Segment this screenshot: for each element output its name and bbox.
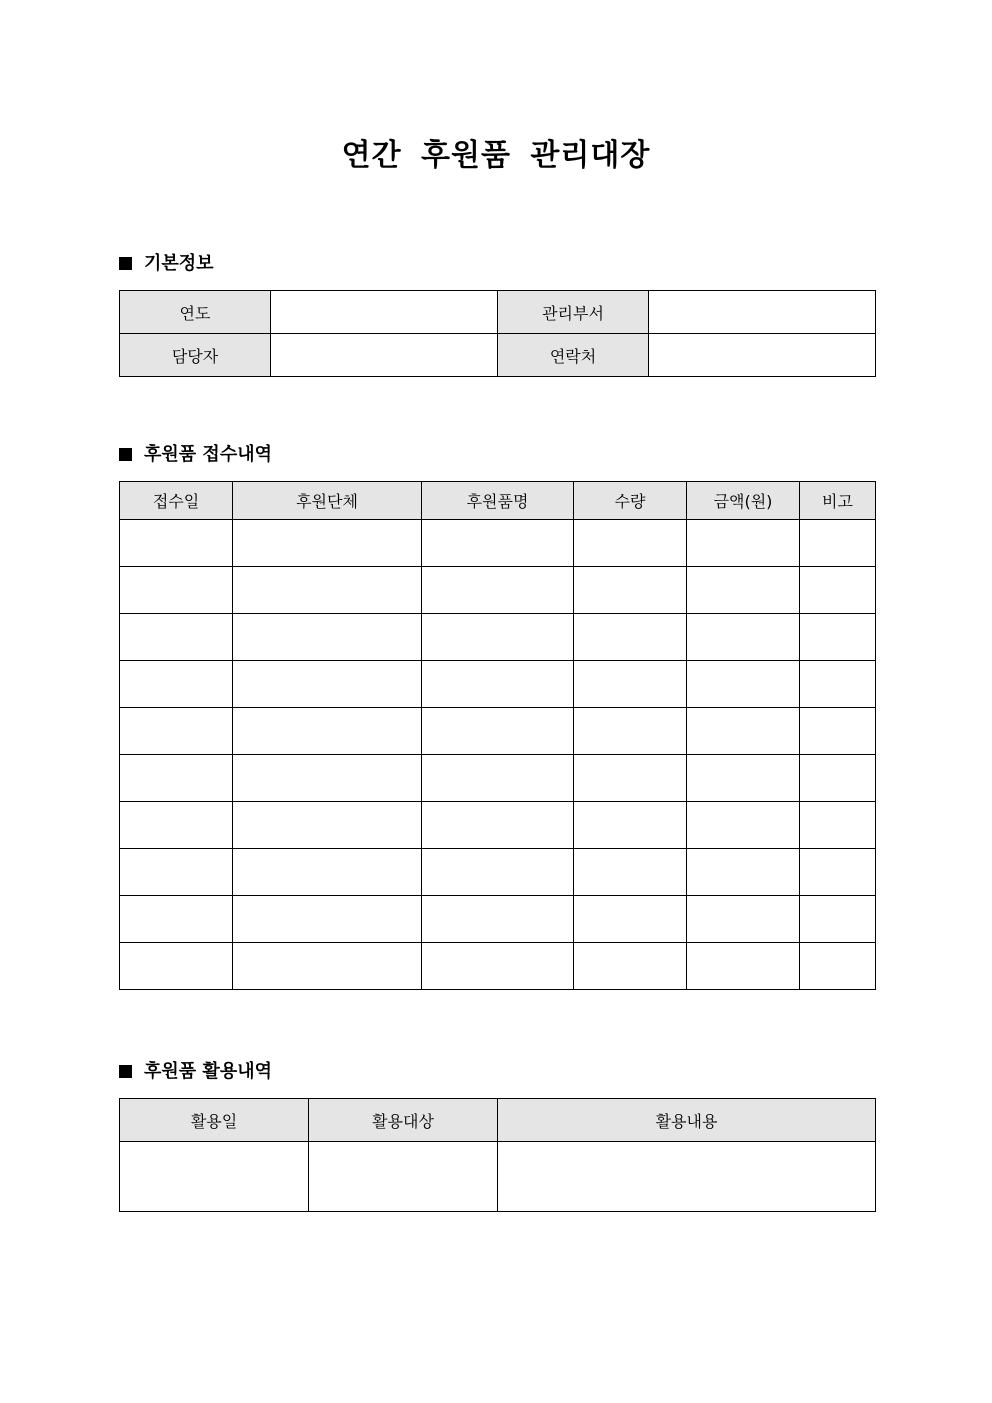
column-header-usage-content: 활용내용 [498, 1099, 876, 1142]
table-row [120, 614, 876, 661]
column-header-usage-date: 활용일 [120, 1099, 309, 1142]
usage-table [119, 1098, 876, 1212]
table-cell[interactable] [309, 1142, 498, 1212]
table-row [120, 520, 876, 567]
table-cell[interactable] [687, 755, 800, 802]
table-cell[interactable] [800, 567, 876, 614]
table-cell[interactable] [233, 567, 422, 614]
table-cell[interactable] [574, 896, 687, 943]
column-header-sponsor: 후원단체 [233, 482, 422, 520]
table-cell[interactable] [687, 614, 800, 661]
section-heading-text: 후원품 접수내역 [144, 444, 272, 465]
table-cell[interactable] [800, 896, 876, 943]
table-cell[interactable] [687, 896, 800, 943]
table-row [120, 334, 876, 377]
table-cell[interactable] [233, 849, 422, 896]
table-row [120, 708, 876, 755]
section-heading-receipts [119, 443, 272, 467]
department-field[interactable] [649, 291, 876, 334]
receipt-table-body [120, 520, 876, 990]
table-cell[interactable] [574, 567, 687, 614]
year-field[interactable] [271, 291, 498, 334]
table-cell[interactable] [687, 802, 800, 849]
table-cell[interactable] [800, 614, 876, 661]
table-row [120, 849, 876, 896]
table-cell[interactable] [687, 943, 800, 990]
column-header-amount: 금액(원) [687, 482, 800, 520]
table-cell[interactable] [422, 520, 574, 567]
table-cell[interactable] [574, 943, 687, 990]
table-header-row [120, 1099, 876, 1142]
table-cell[interactable] [233, 661, 422, 708]
table-cell[interactable] [574, 849, 687, 896]
table-row [120, 943, 876, 990]
manager-field[interactable] [271, 334, 498, 377]
column-header-item-name: 후원품명 [422, 482, 574, 520]
table-cell[interactable] [120, 708, 233, 755]
table-cell[interactable] [120, 661, 233, 708]
table-row [120, 291, 876, 334]
table-cell[interactable] [422, 614, 574, 661]
section-heading-text: 후원품 활용내역 [144, 1061, 272, 1082]
table-cell[interactable] [574, 661, 687, 708]
table-cell[interactable] [120, 1142, 309, 1212]
table-cell[interactable] [687, 567, 800, 614]
square-bullet-icon [119, 448, 132, 461]
table-cell[interactable] [120, 567, 233, 614]
section-heading-basic-info [119, 252, 214, 276]
table-cell[interactable] [498, 1142, 876, 1212]
table-cell[interactable] [800, 520, 876, 567]
table-row [120, 896, 876, 943]
table-cell[interactable] [574, 802, 687, 849]
year-label: 연도 [120, 291, 271, 334]
table-cell[interactable] [120, 520, 233, 567]
table-cell[interactable] [422, 896, 574, 943]
table-cell[interactable] [233, 755, 422, 802]
section-heading-text: 기본정보 [144, 253, 214, 274]
table-cell[interactable] [687, 708, 800, 755]
table-cell[interactable] [800, 943, 876, 990]
table-cell[interactable] [233, 896, 422, 943]
table-row [120, 755, 876, 802]
contact-field[interactable] [649, 334, 876, 377]
square-bullet-icon [119, 1065, 132, 1078]
table-cell[interactable] [422, 943, 574, 990]
table-cell[interactable] [422, 802, 574, 849]
column-header-usage-target: 활용대상 [309, 1099, 498, 1142]
contact-label: 연락처 [498, 334, 649, 377]
table-cell[interactable] [120, 849, 233, 896]
table-cell[interactable] [422, 755, 574, 802]
column-header-quantity: 수량 [574, 482, 687, 520]
table-cell[interactable] [120, 802, 233, 849]
section-heading-usage [119, 1060, 272, 1084]
column-header-receipt-date: 접수일 [120, 482, 233, 520]
table-header-row [120, 482, 876, 520]
table-row [120, 567, 876, 614]
column-header-note: 비고 [800, 482, 876, 520]
table-cell[interactable] [120, 943, 233, 990]
table-cell[interactable] [800, 708, 876, 755]
table-cell[interactable] [800, 755, 876, 802]
table-cell[interactable] [422, 661, 574, 708]
table-cell[interactable] [800, 802, 876, 849]
table-cell[interactable] [233, 802, 422, 849]
table-cell[interactable] [233, 614, 422, 661]
table-cell[interactable] [120, 896, 233, 943]
table-cell[interactable] [800, 661, 876, 708]
table-cell[interactable] [120, 614, 233, 661]
square-bullet-icon [119, 257, 132, 270]
table-row [120, 1142, 876, 1212]
table-cell[interactable] [233, 708, 422, 755]
table-cell[interactable] [574, 708, 687, 755]
department-label: 관리부서 [498, 291, 649, 334]
table-cell[interactable] [800, 849, 876, 896]
receipt-table [119, 481, 876, 990]
table-row [120, 661, 876, 708]
table-cell[interactable] [574, 520, 687, 567]
table-cell[interactable] [574, 755, 687, 802]
table-cell[interactable] [687, 661, 800, 708]
table-cell[interactable] [422, 708, 574, 755]
table-cell[interactable] [687, 849, 800, 896]
manager-label: 담당자 [120, 334, 271, 377]
table-cell[interactable] [687, 520, 800, 567]
table-cell[interactable] [233, 943, 422, 990]
basic-info-table [119, 290, 876, 377]
table-cell[interactable] [422, 849, 574, 896]
usage-table-body [120, 1142, 876, 1212]
page-title: 연간 후원품 관리대장 [341, 138, 651, 173]
table-row [120, 802, 876, 849]
table-cell[interactable] [233, 520, 422, 567]
table-cell[interactable] [574, 614, 687, 661]
table-cell[interactable] [120, 755, 233, 802]
table-cell[interactable] [422, 567, 574, 614]
